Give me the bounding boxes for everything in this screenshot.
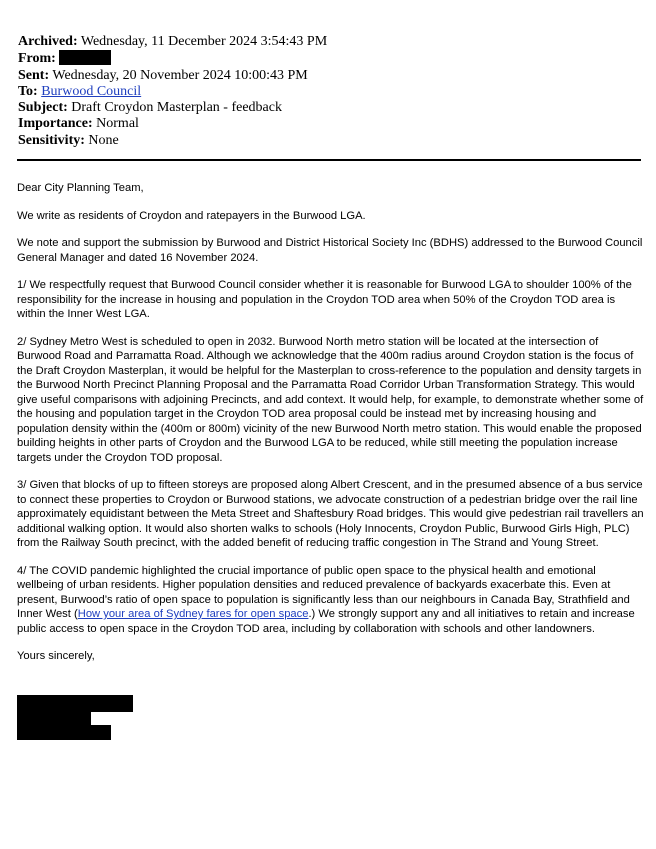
archived-row [18,34,327,50]
sent-label: Sent: [18,67,50,83]
paragraph-residents: We write as residents of Croydon and ratepayers in the Burwood LGA. [17,209,366,222]
archived-label: Archived: [18,34,78,49]
archived-value: Wednesday, 11 December 2024 3:54:43 PM [80,34,328,49]
point-4-text-end: .) We strongly support any and all initiatives to retain and increase public access to open space in the Croydon TOD area, including by collaboration with schools and other landowners. [17,608,635,635]
sensitivity-value: None [88,132,119,148]
sent-row [18,68,327,84]
open-space-link[interactable]: How your area of Sydney fares for open space [77,608,309,620]
paragraph-point-2: 2/ Sydney Metro West is scheduled to open in 2032. Burwood North metro station will be located at the intersection of Burwood Road and Parramatta Road. Although we acknowledge that the 400m radius around Croydon station is the focus of the Draft Croydon Masterplan, it would be helpful for the Masterplan to cross-reference to the population and density targets in the Burwood North Precinct Planning Proposal and the Parramatta Road Corridor Urban Transformation Strategy. This would give useful comparisons with adjoining Precincts, and add context. It would help, for example, to demonstrate whether some of the housing and population target in the Croydon TOD area proposal could be instead met by increasing housing and population density within the (400m or 800m) vicinity of the new Burwood North metro station. This would enable the proposed building heights in other parts of Croydon and the Burwood LGA to be reduced, while still meeting the population increase targets under the Croydon TOD proposal. [17,335,644,464]
importance-value: Normal [96,116,139,132]
point-4-text-start: 4/ The COVID pandemic highlighted the crucial importance of public open space to the physical health and emotional wellbeing of urban residents. Higher population densities and reduced prevalence of backyards exacerbate this. Even at present, Burwood’s ratio of open space to population is significantly less than our neighbours in Canada Bay, Strathfield and Inner West ( [17,564,630,620]
paragraph-point-3: 3/ Given that blocks of up to fifteen storeys are proposed along Albert Crescent, and in the presumed absence of a bus service to connect these properties to Croydon or Burwood stations, we advocate construction of a pedestrian bridge over the rail line approximately equidistant between the Meta Street and Shaftesbury Road bridges. This would give pedestrian rail travellers an additional walking option. It would also shorten walks to schools (Holy Innocents, Croydon Public, Burwood Girls High, PLC) from the Railway South precinct, with the added benefit of reducing traffic congestion in The Strand and Young Street. [17,479,644,549]
paragraph-point-4 [17,564,645,637]
from-row [18,50,327,67]
redaction-block [17,695,133,712]
sent-value: Wednesday, 20 November 2024 10:00:43 PM [52,67,308,83]
redaction-block [17,712,91,725]
subject-label: Subject: [18,100,68,116]
paragraph-point-1: 1/ We respectfully request that Burwood Council consider whether it is reasonable for Burwood LGA to shoulder 100% of the responsibility for the increase in housing and population in the Croydon TOD area when 50% of the Croydon TOD area is within the Inner West LGA. [17,279,632,320]
redacted-sender [59,50,111,65]
subject-row [18,100,327,116]
recipient-link[interactable]: Burwood Council [41,83,142,99]
sensitivity-label: Sensitivity: [18,132,85,148]
closing: Yours sincerely, [17,650,95,662]
email-body [17,181,645,677]
to-label: To: [18,83,38,99]
redaction-block [17,725,111,740]
importance-label: Importance: [18,116,93,132]
subject-value: Draft Croydon Masterplan - feedback [71,100,282,116]
header-divider [17,159,641,161]
paragraph-bdhs-support: We note and support the submission by Burwood and District Historical Society Inc (BDHS) addressed to the Burwood Council General Manager and dated 16 November 2024. [17,237,643,264]
from-label: From: [18,51,56,67]
importance-row [18,116,327,132]
sensitivity-row [18,133,327,149]
to-row [18,84,327,100]
greeting: Dear City Planning Team, [17,182,144,194]
email-header [18,34,327,149]
